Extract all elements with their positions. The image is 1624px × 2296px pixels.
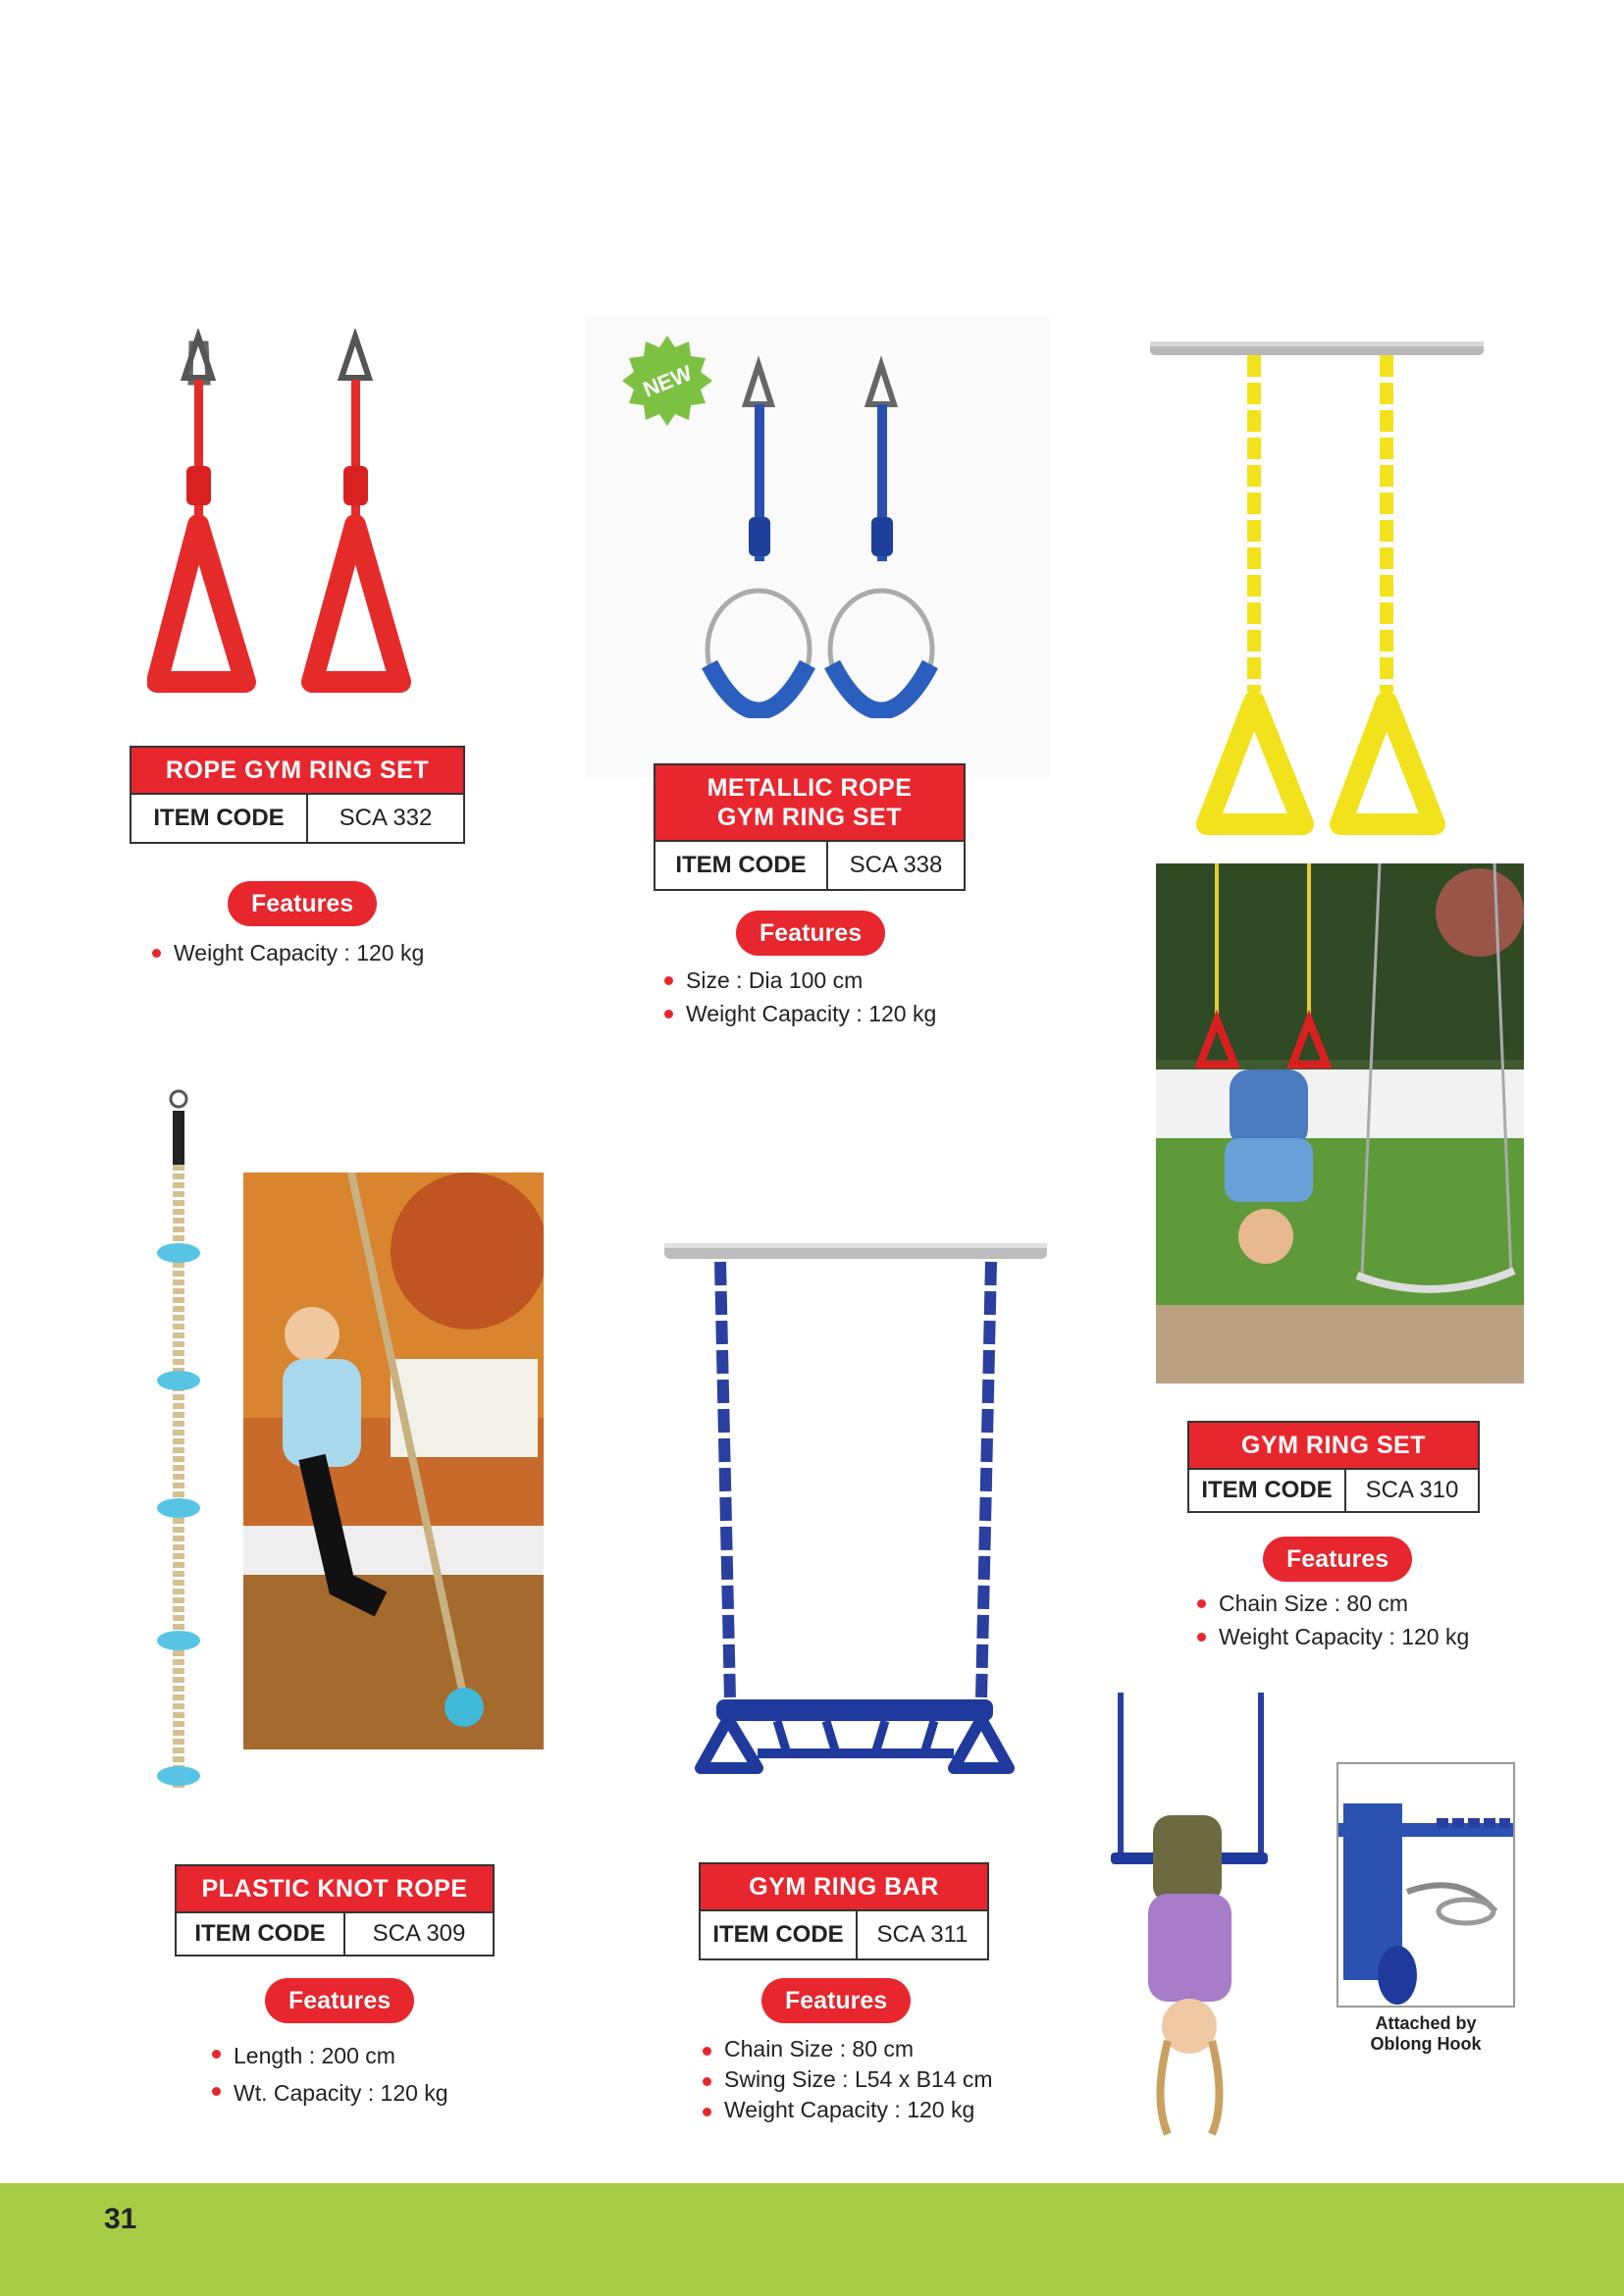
features-badge: Features [265, 1978, 414, 2023]
feature-item: Length : 200 cm [212, 2037, 448, 2074]
hook-caption-line: Attached by [1375, 2013, 1477, 2033]
hook-caption-line: Oblong Hook [1370, 2034, 1482, 2054]
feature-item: Weight Capacity : 120 kg [664, 997, 936, 1030]
product-title-line: GYM RING SET [717, 804, 902, 831]
product-title: GYM RING SET [1189, 1423, 1478, 1470]
footer-bar [0, 2183, 1624, 2296]
product-label-sca-338 [654, 763, 966, 891]
product-title [655, 765, 964, 842]
product-title-line: METALLIC ROPE [707, 774, 913, 802]
feature-list [212, 2037, 448, 2112]
item-code-value: SCA 309 [372, 1920, 466, 1947]
plastic-knot-rope-photo [243, 1173, 544, 1749]
feature-item: Weight Capacity : 120 kg [152, 936, 424, 969]
feature-item: Chain Size : 80 cm [1197, 1587, 1469, 1620]
product-label-sca-310 [1187, 1421, 1480, 1513]
features-badge: Features [736, 911, 885, 956]
feature-item: Wt. Capacity : 120 kg [212, 2074, 448, 2112]
product-label-sca-332 [130, 746, 465, 844]
gym-ring-bar-photo [1070, 1688, 1305, 2139]
item-code-label: ITEM CODE [177, 1913, 345, 1955]
item-code-label: ITEM CODE [701, 1911, 858, 1958]
item-code-value: SCA 338 [849, 852, 943, 878]
product-label-sca-309 [175, 1864, 495, 1957]
feature-list [703, 2034, 993, 2125]
oblong-hook-inset [1336, 1762, 1515, 2008]
features-badge: Features [228, 881, 377, 926]
item-code-label: ITEM CODE [131, 795, 308, 842]
oblong-hook-image [1338, 1764, 1513, 2009]
item-code-label: ITEM CODE [655, 842, 828, 889]
product-title: GYM RING BAR [701, 1864, 987, 1911]
gym-ring-set-photo [1156, 863, 1524, 1383]
feature-item: Weight Capacity : 120 kg [703, 2095, 993, 2125]
feature-item: Swing Size : L54 x B14 cm [703, 2064, 993, 2095]
item-code-value: SCA 310 [1365, 1477, 1459, 1503]
feature-item: Weight Capacity : 120 kg [1197, 1620, 1469, 1653]
gym-ring-set-image [1148, 334, 1487, 844]
rope-gym-ring-set-image [147, 329, 442, 702]
feature-list [1197, 1587, 1469, 1653]
feature-item: Chain Size : 80 cm [703, 2034, 993, 2064]
feature-item: Size : Dia 100 cm [664, 964, 936, 997]
product-title: ROPE GYM RING SET [131, 748, 463, 795]
feature-list [664, 964, 936, 1030]
feature-list [152, 936, 424, 969]
features-badge: Features [761, 1978, 911, 2023]
gym-ring-bar-image [659, 1238, 1052, 1788]
new-badge-text: NEW [639, 360, 696, 402]
item-code-value: SCA 311 [876, 1921, 969, 1948]
page-number: 31 [104, 2203, 137, 2235]
hook-caption [1336, 2013, 1515, 2055]
item-code-value: SCA 332 [339, 805, 433, 831]
metallic-rope-gym-ring-set-image [692, 355, 947, 718]
item-code-label: ITEM CODE [1189, 1470, 1346, 1511]
product-label-sca-311 [699, 1862, 989, 1960]
product-title: PLASTIC KNOT ROPE [177, 1866, 493, 1913]
features-badge: Features [1263, 1537, 1412, 1582]
